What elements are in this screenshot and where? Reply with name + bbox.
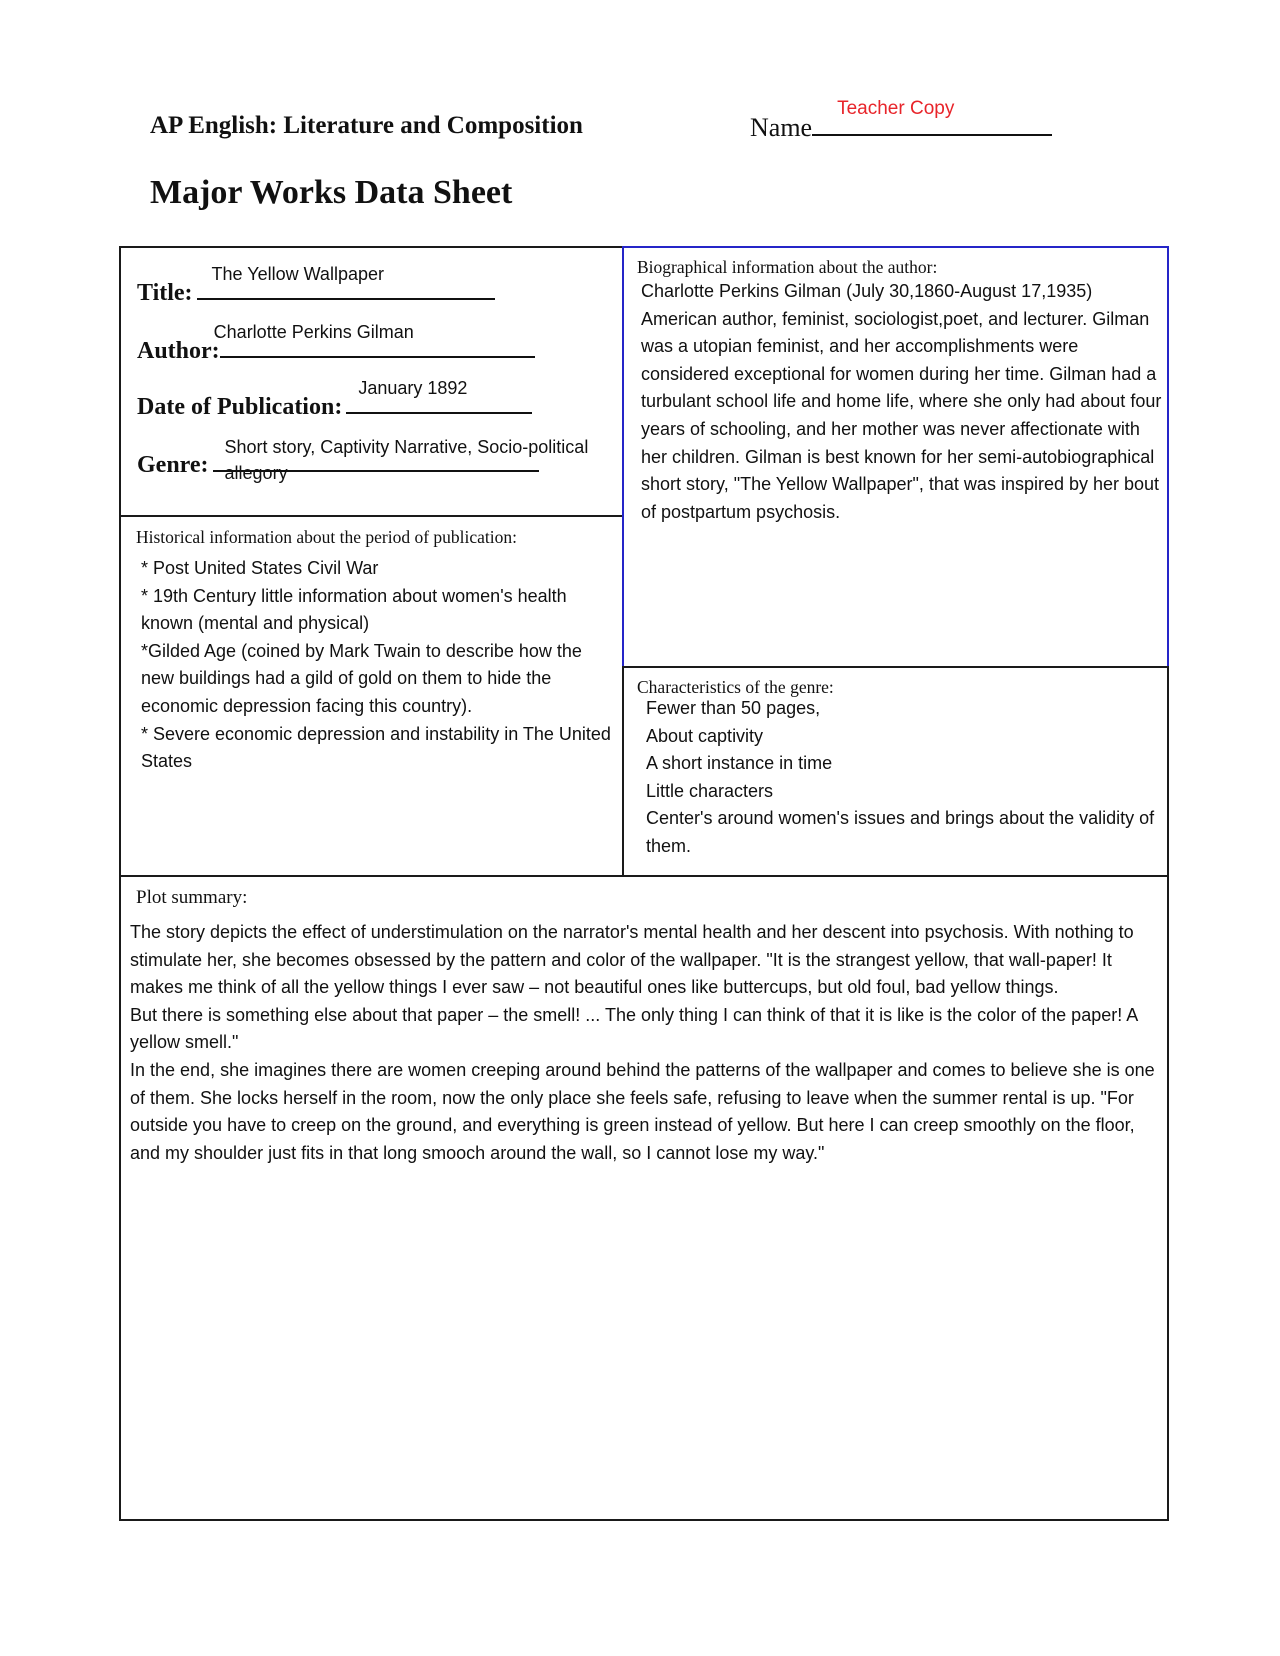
author-value: Charlotte Perkins Gilman (213, 322, 414, 342)
author-underline (213, 322, 535, 358)
name-label: Name (750, 113, 813, 142)
biography-text: Charlotte Perkins Gilman (July 30,1860-August 17,1935) American author, feminist, sociologist,poet, and lecturer. Gilman was a utopian feminist, and her accomplishments were considered exceptional for women during her time. Gilman had a turbulant school life and home life, where she only had about four years of schooling, and her mother was never affectionate with her children. Gilman is best known for her semi-autobiographical short story, "The Yellow Wallpaper", that was inspired by her bout of postpartum psychosis. (641, 281, 1162, 522)
historical-text (141, 555, 611, 776)
historical-line: * Post United States Civil War (141, 558, 379, 578)
plot-paragraph: The story depicts the effect of understimulation on the narrator's mental health and her descent into psychosis. With nothing to stimulate her, she becomes obsessed by the pattern and color of the wallpaper. "It is the strangest yellow, that wall-paper! It makes me think of all the yellow things I ever saw – not beautiful ones like buttercups, but old foul, bad yellow things. (130, 922, 1134, 998)
plot-text (130, 919, 1165, 1167)
author-label: Author: (137, 338, 220, 364)
genre-characteristic-line: Little characters (646, 780, 774, 801)
historical-heading: Historical information about the period of publication: (136, 527, 518, 547)
name-underline (812, 98, 1052, 136)
genre-characteristic-line: Fewer than 50 pages, (646, 698, 821, 718)
date-label: Date of Publication: (137, 394, 343, 420)
genre-characteristic-line: About captivity (646, 725, 764, 746)
sheet-title: Major Works Data Sheet (150, 174, 513, 211)
genre-characteristics-heading: Characteristics of the genre: (637, 677, 834, 697)
historical-info-box (119, 515, 624, 877)
genre-characteristics-box (622, 666, 1169, 877)
plot-paragraph: In the end, she imagines there are women creeping around behind the patterns of the wallpaper and comes to believe she is one of them. She locks herself in the room, now the only place she feels safe, refusing to leave when the summer rental is up. "For outside you have to creep on the ground, and everything is green instead of yellow. But here I can creep smoothly on the floor, and my shoulder just fits in that long smooch around the wall, so I cannot lose my way." (130, 1059, 1155, 1163)
plot-summary-box (119, 875, 1169, 1521)
title-field (137, 264, 495, 307)
course-title: AP English: Literature and Composition (150, 112, 583, 139)
genre-underline (213, 437, 589, 483)
date-field (137, 378, 532, 421)
title-underline (197, 264, 495, 300)
title-value: The Yellow Wallpaper (211, 264, 384, 284)
genre-characteristics-text (646, 695, 1161, 861)
author-field (137, 322, 535, 365)
genre-characteristic-line: A short instance in time (646, 753, 833, 774)
historical-line: *Gilded Age (coined by Mark Twain to describe how the new buildings had a gild of gold on them to hide the economic depression facing this country). (141, 640, 582, 716)
date-value: January 1892 (358, 378, 468, 398)
genre-field (137, 437, 589, 483)
historical-line: * Severe economic depression and instability in The United States (141, 723, 611, 772)
genre-value: Short story, Captivity Narrative, Socio-political allegory (224, 437, 589, 483)
title-label: Title: (137, 280, 193, 306)
biography-box (622, 246, 1169, 668)
biography-heading: Biographical information about the author: (637, 257, 938, 277)
genre-label: Genre: (137, 452, 209, 478)
name-value: Teacher Copy (837, 98, 955, 119)
name-field (750, 98, 1052, 143)
plot-heading: Plot summary: (136, 887, 248, 908)
genre-characteristic-line: Center's around women's issues and brings about the validity of them. (646, 808, 1155, 856)
work-info-box (119, 246, 624, 517)
historical-line: * 19th Century little information about women's health known (mental and physical) (141, 585, 567, 634)
date-underline (346, 378, 532, 414)
plot-paragraph: But there is something else about that paper – the smell! ... The only thing I can think of that it is like is the color of the paper! A yellow smell." (130, 1004, 1138, 1053)
